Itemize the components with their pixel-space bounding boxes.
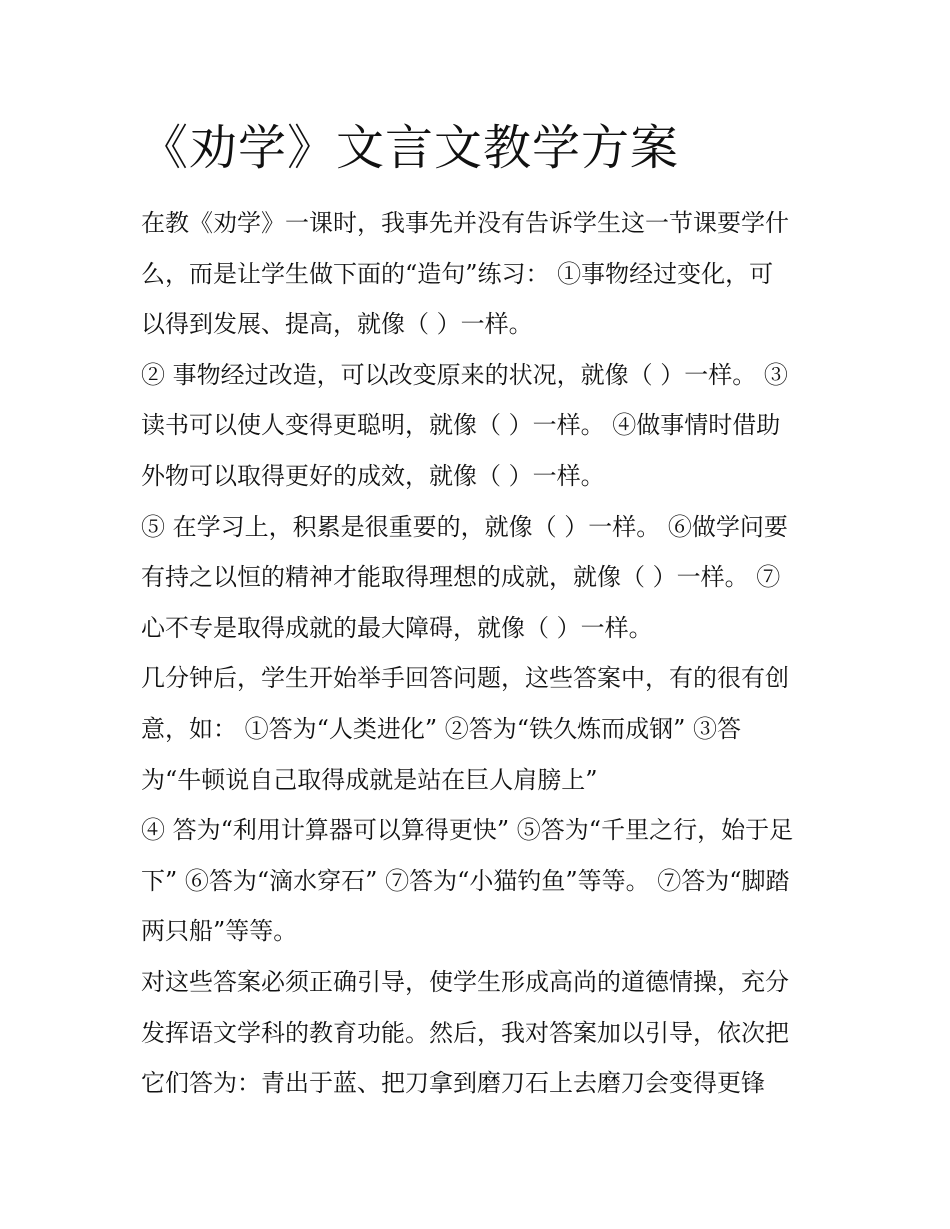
- document-title: 《劝学》文言文教学方案: [140, 120, 680, 176]
- text-line: 发挥语文学科的教育功能。然后，我对答案加以引导，依次把: [141, 1018, 789, 1047]
- document-body: [141, 198, 831, 1109]
- text-line: 心不专是取得成就的最大障碍，就像（ ）一样。: [141, 613, 653, 642]
- text-line: 对这些答案必须正确引导，使学生形成高尚的道德情操，充分: [141, 967, 789, 996]
- text-line: 几分钟后，学生开始举手回答问题，这些答案中，有的很有创: [141, 664, 789, 693]
- text-line: 两只船”等等。: [141, 917, 298, 946]
- text-line: 以得到发展、提高，就像（ ）一样。: [141, 310, 533, 339]
- text-line: 有持之以恒的精神才能取得理想的成就，就像（ ）一样。 ⑦: [141, 563, 781, 592]
- text-line: 意，如： ①答为“人类进化” ②答为“铁久炼而成钢” ③答: [141, 714, 741, 743]
- text-line: 下” ⑥答为“滴水穿石” ⑦答为“小猫钓鱼”等等。 ⑦答为“脚踏: [141, 866, 790, 895]
- text-line: ④ 答为“利用计算器可以算得更快” ⑤答为“千里之行，始于足: [141, 816, 794, 845]
- text-line: 么，而是让学生做下面的“造句”练习： ①事物经过变化，可: [141, 259, 774, 288]
- text-line: 读书可以使人变得更聪明，就像（ ）一样。 ④做事情时借助: [141, 411, 781, 440]
- text-line: ⑤ 在学习上，积累是很重要的，就像（ ）一样。 ⑥做学问要: [141, 512, 788, 541]
- text-line: 它们答为：青出于蓝、把刀拿到磨刀石上去磨刀会变得更锋: [141, 1069, 765, 1098]
- text-line: ② 事物经过改造，可以改变原来的状况，就像（ ）一样。 ③: [141, 360, 788, 389]
- text-line: 为“牛顿说自己取得成就是站在巨人肩膀上”: [141, 765, 598, 794]
- text-line: 在教《劝学》一课时，我事先并没有告诉学生这一节课要学什: [141, 209, 789, 237]
- text-line: 外物可以取得更好的成效，就像（ ）一样。: [141, 461, 605, 490]
